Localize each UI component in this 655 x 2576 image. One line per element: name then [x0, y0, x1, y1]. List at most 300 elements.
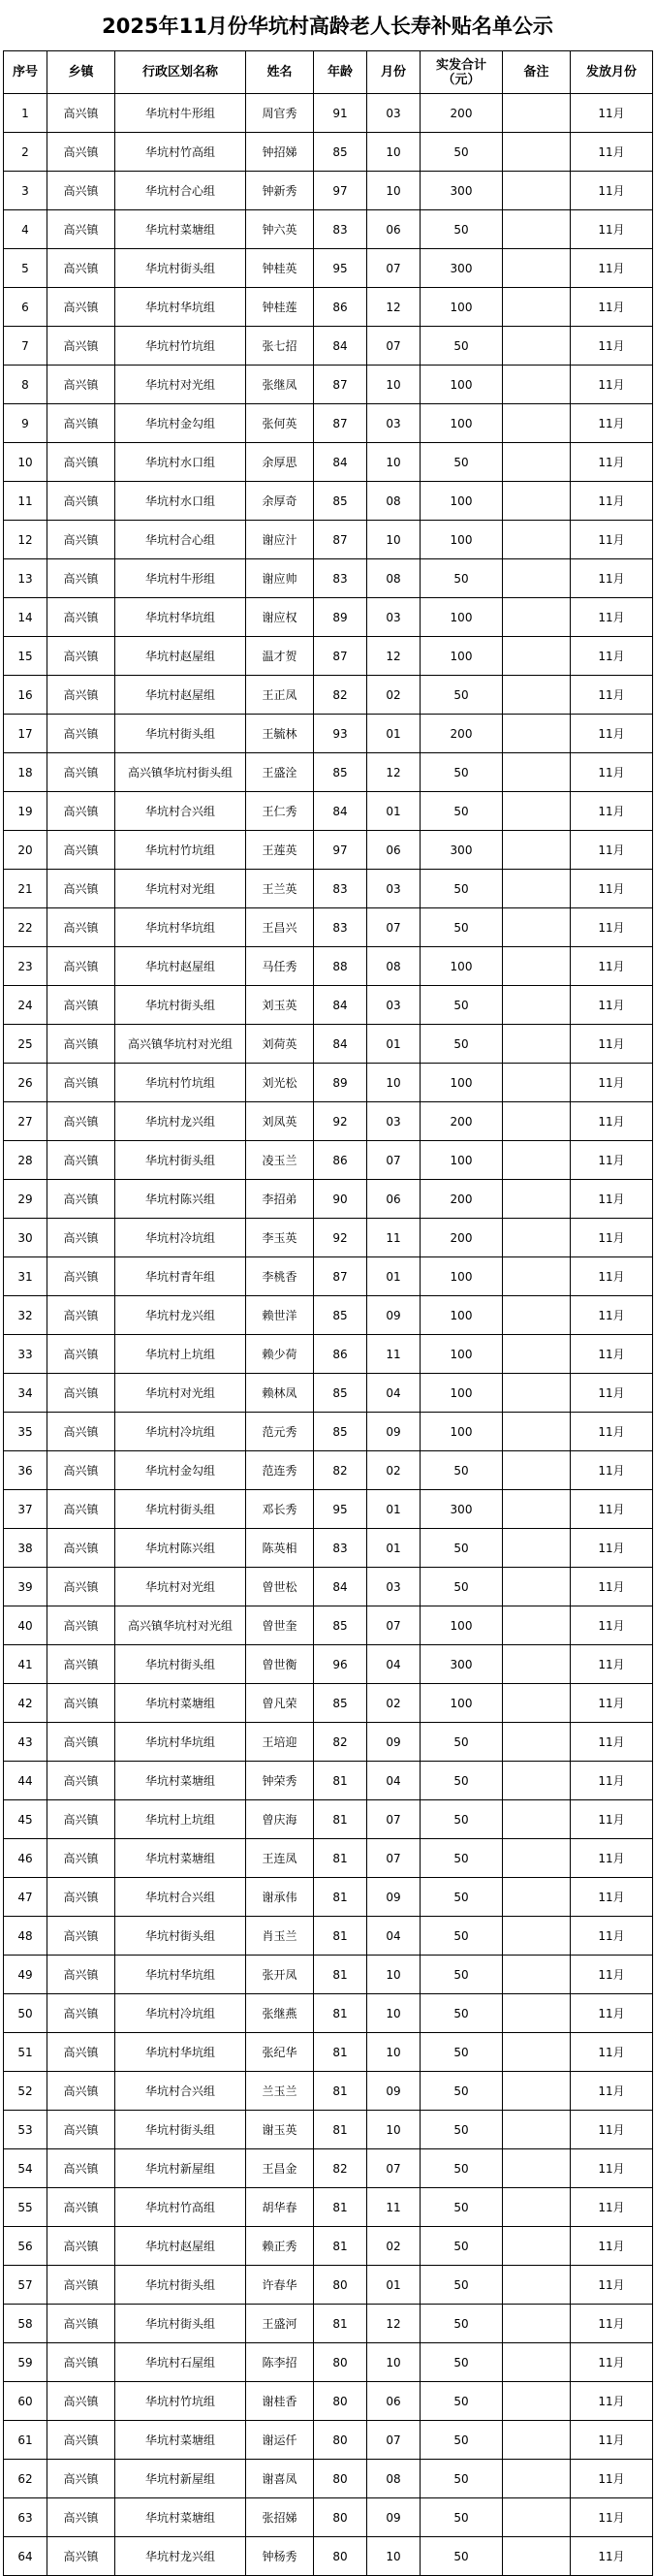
cell-amount: 100 — [421, 1141, 503, 1180]
cell-township: 高兴镇 — [47, 2343, 115, 2382]
table-row — [4, 210, 653, 249]
cell-index: 12 — [4, 521, 47, 559]
cell-month: 02 — [367, 2227, 421, 2266]
cell-village-group: 华坑村新屋组 — [115, 2149, 246, 2188]
cell-name: 张纪华 — [246, 2033, 314, 2072]
cell-township: 高兴镇 — [47, 637, 115, 676]
cell-age: 87 — [314, 521, 367, 559]
table-row — [4, 443, 653, 482]
cell-age: 83 — [314, 1529, 367, 1568]
cell-township: 高兴镇 — [47, 1141, 115, 1180]
cell-amount: 50 — [421, 2227, 503, 2266]
cell-payout-month: 11月 — [571, 327, 653, 366]
cell-index: 14 — [4, 598, 47, 637]
table-row — [4, 2382, 653, 2421]
cell-remark — [503, 1529, 571, 1568]
cell-amount: 200 — [421, 1180, 503, 1219]
cell-month: 10 — [367, 172, 421, 210]
cell-township: 高兴镇 — [47, 986, 115, 1025]
cell-payout-month: 11月 — [571, 715, 653, 753]
cell-age: 84 — [314, 443, 367, 482]
cell-index: 38 — [4, 1529, 47, 1568]
cell-age: 85 — [314, 753, 367, 792]
cell-village-group: 华坑村陈兴组 — [115, 1529, 246, 1568]
cell-name: 余厚思 — [246, 443, 314, 482]
cell-payout-month: 11月 — [571, 2498, 653, 2537]
cell-township: 高兴镇 — [47, 753, 115, 792]
cell-amount: 50 — [421, 2421, 503, 2460]
cell-payout-month: 11月 — [571, 1800, 653, 1839]
cell-remark — [503, 2382, 571, 2421]
cell-age: 84 — [314, 1568, 367, 1606]
cell-name: 余厚奇 — [246, 482, 314, 521]
cell-township: 高兴镇 — [47, 210, 115, 249]
cell-month: 11 — [367, 1335, 421, 1374]
column-header: 序号 — [4, 51, 47, 94]
cell-month: 06 — [367, 2382, 421, 2421]
cell-remark — [503, 1335, 571, 1374]
cell-remark — [503, 2033, 571, 2072]
cell-remark — [503, 1994, 571, 2033]
cell-village-group: 华坑村街头组 — [115, 1141, 246, 1180]
table-row — [4, 2072, 653, 2111]
cell-payout-month: 11月 — [571, 1956, 653, 1994]
cell-month: 10 — [367, 2111, 421, 2149]
cell-payout-month: 11月 — [571, 1102, 653, 1141]
cell-name: 钟桂莲 — [246, 288, 314, 327]
cell-month: 09 — [367, 1296, 421, 1335]
cell-township: 高兴镇 — [47, 366, 115, 404]
cell-month: 08 — [367, 482, 421, 521]
cell-index: 57 — [4, 2266, 47, 2305]
cell-name: 谢玉英 — [246, 2111, 314, 2149]
cell-amount: 50 — [421, 2111, 503, 2149]
cell-age: 81 — [314, 1956, 367, 1994]
cell-payout-month: 11月 — [571, 1568, 653, 1606]
cell-payout-month: 11月 — [571, 676, 653, 715]
cell-village-group: 华坑村竹坑组 — [115, 327, 246, 366]
cell-remark — [503, 1413, 571, 1451]
cell-index: 10 — [4, 443, 47, 482]
cell-index: 44 — [4, 1762, 47, 1800]
cell-remark — [503, 1839, 571, 1878]
cell-index: 32 — [4, 1296, 47, 1335]
cell-remark — [503, 1762, 571, 1800]
cell-village-group: 华坑村街头组 — [115, 1645, 246, 1684]
cell-name: 赖世洋 — [246, 1296, 314, 1335]
cell-remark — [503, 2421, 571, 2460]
cell-payout-month: 11月 — [571, 908, 653, 947]
cell-index: 36 — [4, 1451, 47, 1490]
table-row — [4, 1296, 653, 1335]
cell-name: 曾凡荣 — [246, 1684, 314, 1723]
cell-index: 22 — [4, 908, 47, 947]
cell-index: 1 — [4, 94, 47, 133]
cell-remark — [503, 2537, 571, 2576]
cell-month: 01 — [367, 1490, 421, 1529]
cell-remark — [503, 2188, 571, 2227]
cell-amount: 100 — [421, 1257, 503, 1296]
cell-township: 高兴镇 — [47, 598, 115, 637]
cell-payout-month: 11月 — [571, 1413, 653, 1451]
cell-age: 86 — [314, 1335, 367, 1374]
cell-amount: 50 — [421, 2305, 503, 2343]
cell-age: 85 — [314, 1413, 367, 1451]
cell-index: 53 — [4, 2111, 47, 2149]
cell-amount: 100 — [421, 947, 503, 986]
cell-township: 高兴镇 — [47, 1800, 115, 1839]
table-row — [4, 249, 653, 288]
cell-month: 03 — [367, 404, 421, 443]
cell-amount: 100 — [421, 1684, 503, 1723]
cell-township: 高兴镇 — [47, 1064, 115, 1102]
table-row — [4, 1141, 653, 1180]
cell-amount: 100 — [421, 1335, 503, 1374]
cell-amount: 300 — [421, 249, 503, 288]
cell-village-group: 华坑村华坑组 — [115, 598, 246, 637]
column-header: 月份 — [367, 51, 421, 94]
cell-month: 04 — [367, 1374, 421, 1413]
cell-name: 谢应帅 — [246, 559, 314, 598]
cell-remark — [503, 598, 571, 637]
cell-township: 高兴镇 — [47, 1568, 115, 1606]
cell-village-group: 华坑村合兴组 — [115, 1878, 246, 1917]
cell-age: 81 — [314, 1994, 367, 2033]
cell-month: 01 — [367, 1529, 421, 1568]
cell-name: 谢运仟 — [246, 2421, 314, 2460]
cell-remark — [503, 2111, 571, 2149]
cell-remark — [503, 1684, 571, 1723]
table-row — [4, 521, 653, 559]
cell-index: 54 — [4, 2149, 47, 2188]
cell-name: 胡华春 — [246, 2188, 314, 2227]
cell-amount: 50 — [421, 559, 503, 598]
cell-name: 谢应权 — [246, 598, 314, 637]
cell-village-group: 华坑村竹坑组 — [115, 831, 246, 870]
cell-township: 高兴镇 — [47, 559, 115, 598]
cell-amount: 50 — [421, 443, 503, 482]
cell-village-group: 华坑村水口组 — [115, 443, 246, 482]
cell-age: 85 — [314, 1684, 367, 1723]
column-header: 发放月份 — [571, 51, 653, 94]
table-row — [4, 831, 653, 870]
cell-remark — [503, 792, 571, 831]
cell-month: 09 — [367, 2072, 421, 2111]
cell-payout-month: 11月 — [571, 559, 653, 598]
cell-index: 23 — [4, 947, 47, 986]
cell-index: 16 — [4, 676, 47, 715]
cell-payout-month: 11月 — [571, 2149, 653, 2188]
cell-index: 49 — [4, 1956, 47, 1994]
cell-remark — [503, 366, 571, 404]
cell-payout-month: 11月 — [571, 288, 653, 327]
cell-remark — [503, 1102, 571, 1141]
cell-remark — [503, 2460, 571, 2498]
cell-remark — [503, 1296, 571, 1335]
cell-index: 50 — [4, 1994, 47, 2033]
cell-township: 高兴镇 — [47, 2305, 115, 2343]
cell-township: 高兴镇 — [47, 1490, 115, 1529]
cell-village-group: 华坑村金勾组 — [115, 1451, 246, 1490]
cell-remark — [503, 831, 571, 870]
table-row — [4, 288, 653, 327]
cell-age: 87 — [314, 637, 367, 676]
cell-remark — [503, 2072, 571, 2111]
cell-township: 高兴镇 — [47, 2227, 115, 2266]
cell-payout-month: 11月 — [571, 1917, 653, 1956]
cell-remark — [503, 676, 571, 715]
cell-name: 钟六英 — [246, 210, 314, 249]
cell-township: 高兴镇 — [47, 1025, 115, 1064]
cell-age: 81 — [314, 1839, 367, 1878]
cell-name: 马任秀 — [246, 947, 314, 986]
cell-age: 96 — [314, 1645, 367, 1684]
table-row — [4, 1451, 653, 1490]
cell-township: 高兴镇 — [47, 2266, 115, 2305]
cell-village-group: 华坑村金勾组 — [115, 404, 246, 443]
cell-name: 钟招娣 — [246, 133, 314, 172]
cell-age: 82 — [314, 1723, 367, 1762]
cell-age: 84 — [314, 327, 367, 366]
cell-payout-month: 11月 — [571, 404, 653, 443]
cell-payout-month: 11月 — [571, 2343, 653, 2382]
cell-index: 33 — [4, 1335, 47, 1374]
cell-amount: 50 — [421, 2382, 503, 2421]
cell-village-group: 华坑村合兴组 — [115, 792, 246, 831]
cell-month: 12 — [367, 2305, 421, 2343]
cell-name: 钟荣秀 — [246, 1762, 314, 1800]
cell-township: 高兴镇 — [47, 2188, 115, 2227]
cell-amount: 300 — [421, 1490, 503, 1529]
cell-payout-month: 11月 — [571, 947, 653, 986]
cell-village-group: 华坑村华坑组 — [115, 1956, 246, 1994]
cell-index: 41 — [4, 1645, 47, 1684]
cell-remark — [503, 947, 571, 986]
cell-amount: 100 — [421, 1374, 503, 1413]
cell-township: 高兴镇 — [47, 1374, 115, 1413]
cell-age: 83 — [314, 559, 367, 598]
cell-township: 高兴镇 — [47, 2498, 115, 2537]
table-row — [4, 2343, 653, 2382]
cell-remark — [503, 1451, 571, 1490]
cell-index: 51 — [4, 2033, 47, 2072]
cell-payout-month: 11月 — [571, 598, 653, 637]
cell-amount: 50 — [421, 792, 503, 831]
cell-payout-month: 11月 — [571, 1451, 653, 1490]
cell-index: 55 — [4, 2188, 47, 2227]
cell-month: 03 — [367, 598, 421, 637]
table-row — [4, 1413, 653, 1451]
cell-name: 刘凤英 — [246, 1102, 314, 1141]
table-row — [4, 1102, 653, 1141]
cell-month: 10 — [367, 2343, 421, 2382]
cell-remark — [503, 637, 571, 676]
table-row — [4, 2111, 653, 2149]
cell-name: 王连凤 — [246, 1839, 314, 1878]
cell-township: 高兴镇 — [47, 2111, 115, 2149]
cell-amount: 50 — [421, 676, 503, 715]
cell-payout-month: 11月 — [571, 94, 653, 133]
cell-index: 2 — [4, 133, 47, 172]
cell-remark — [503, 1800, 571, 1839]
cell-village-group: 华坑村华坑组 — [115, 288, 246, 327]
cell-index: 25 — [4, 1025, 47, 1064]
cell-index: 63 — [4, 2498, 47, 2537]
cell-name: 钟新秀 — [246, 172, 314, 210]
cell-age: 84 — [314, 986, 367, 1025]
table-row — [4, 1180, 653, 1219]
cell-amount: 50 — [421, 1917, 503, 1956]
cell-age: 89 — [314, 598, 367, 637]
cell-township: 高兴镇 — [47, 1684, 115, 1723]
cell-month: 06 — [367, 831, 421, 870]
cell-remark — [503, 1606, 571, 1645]
cell-amount: 50 — [421, 2460, 503, 2498]
cell-amount: 50 — [421, 327, 503, 366]
table-row — [4, 792, 653, 831]
cell-month: 04 — [367, 1762, 421, 1800]
cell-remark — [503, 1568, 571, 1606]
cell-amount: 200 — [421, 94, 503, 133]
cell-township: 高兴镇 — [47, 1219, 115, 1257]
cell-age: 83 — [314, 908, 367, 947]
cell-name: 王盛洤 — [246, 753, 314, 792]
cell-index: 42 — [4, 1684, 47, 1723]
cell-age: 81 — [314, 2111, 367, 2149]
cell-age: 93 — [314, 715, 367, 753]
table-row — [4, 1723, 653, 1762]
cell-index: 34 — [4, 1374, 47, 1413]
cell-amount: 50 — [421, 1529, 503, 1568]
cell-age: 82 — [314, 1451, 367, 1490]
cell-payout-month: 11月 — [571, 1529, 653, 1568]
cell-village-group: 华坑村菜塘组 — [115, 210, 246, 249]
cell-village-group: 华坑村竹坑组 — [115, 2382, 246, 2421]
cell-month: 01 — [367, 715, 421, 753]
cell-village-group: 华坑村冷坑组 — [115, 1219, 246, 1257]
cell-amount: 50 — [421, 1762, 503, 1800]
cell-payout-month: 11月 — [571, 1762, 653, 1800]
cell-payout-month: 11月 — [571, 1064, 653, 1102]
cell-township: 高兴镇 — [47, 1257, 115, 1296]
cell-name: 周官秀 — [246, 94, 314, 133]
cell-name: 赖林凤 — [246, 1374, 314, 1413]
cell-age: 83 — [314, 870, 367, 908]
cell-township: 高兴镇 — [47, 1956, 115, 1994]
cell-month: 08 — [367, 2460, 421, 2498]
cell-remark — [503, 2149, 571, 2188]
cell-township: 高兴镇 — [47, 133, 115, 172]
table-row — [4, 2421, 653, 2460]
subsidy-roster-table — [3, 50, 653, 2576]
cell-name: 刘玉英 — [246, 986, 314, 1025]
cell-township: 高兴镇 — [47, 870, 115, 908]
table-row — [4, 172, 653, 210]
cell-amount: 50 — [421, 2537, 503, 2576]
cell-payout-month: 11月 — [571, 831, 653, 870]
cell-village-group: 华坑村对光组 — [115, 1568, 246, 1606]
cell-name: 曾世奎 — [246, 1606, 314, 1645]
cell-township: 高兴镇 — [47, 443, 115, 482]
cell-amount: 100 — [421, 1606, 503, 1645]
cell-village-group: 华坑村菜塘组 — [115, 1762, 246, 1800]
cell-month: 08 — [367, 559, 421, 598]
cell-payout-month: 11月 — [571, 172, 653, 210]
cell-payout-month: 11月 — [571, 1180, 653, 1219]
cell-remark — [503, 715, 571, 753]
cell-index: 56 — [4, 2227, 47, 2266]
cell-payout-month: 11月 — [571, 2537, 653, 2576]
cell-township: 高兴镇 — [47, 327, 115, 366]
cell-payout-month: 11月 — [571, 986, 653, 1025]
cell-index: 58 — [4, 2305, 47, 2343]
cell-payout-month: 11月 — [571, 753, 653, 792]
cell-payout-month: 11月 — [571, 1296, 653, 1335]
cell-index: 48 — [4, 1917, 47, 1956]
cell-name: 肖玉兰 — [246, 1917, 314, 1956]
cell-index: 45 — [4, 1800, 47, 1839]
cell-age: 80 — [314, 2460, 367, 2498]
cell-amount: 50 — [421, 870, 503, 908]
cell-remark — [503, 870, 571, 908]
cell-name: 王莲英 — [246, 831, 314, 870]
cell-name: 陈李招 — [246, 2343, 314, 2382]
cell-payout-month: 11月 — [571, 2460, 653, 2498]
cell-payout-month: 11月 — [571, 1335, 653, 1374]
cell-amount: 100 — [421, 521, 503, 559]
cell-index: 24 — [4, 986, 47, 1025]
cell-age: 80 — [314, 2498, 367, 2537]
cell-month: 03 — [367, 1102, 421, 1141]
cell-village-group: 华坑村上坑组 — [115, 1335, 246, 1374]
cell-index: 5 — [4, 249, 47, 288]
cell-remark — [503, 559, 571, 598]
cell-amount: 50 — [421, 133, 503, 172]
cell-amount: 100 — [421, 1296, 503, 1335]
table-row — [4, 2033, 653, 2072]
cell-village-group: 华坑村赵屋组 — [115, 2227, 246, 2266]
cell-village-group: 华坑村街头组 — [115, 715, 246, 753]
cell-age: 95 — [314, 249, 367, 288]
cell-village-group: 华坑村街头组 — [115, 1490, 246, 1529]
cell-index: 20 — [4, 831, 47, 870]
cell-township: 高兴镇 — [47, 249, 115, 288]
cell-remark — [503, 2343, 571, 2382]
table-row — [4, 947, 653, 986]
cell-village-group: 高兴镇华坑村街头组 — [115, 753, 246, 792]
cell-index: 59 — [4, 2343, 47, 2382]
cell-payout-month: 11月 — [571, 366, 653, 404]
cell-name: 谢应汁 — [246, 521, 314, 559]
cell-payout-month: 11月 — [571, 2111, 653, 2149]
cell-age: 81 — [314, 1800, 367, 1839]
cell-age: 97 — [314, 172, 367, 210]
cell-index: 15 — [4, 637, 47, 676]
cell-month: 02 — [367, 1451, 421, 1490]
table-header-row — [4, 51, 653, 94]
cell-age: 80 — [314, 2382, 367, 2421]
cell-age: 81 — [314, 1917, 367, 1956]
cell-age: 84 — [314, 1025, 367, 1064]
cell-name: 曾庆海 — [246, 1800, 314, 1839]
cell-village-group: 华坑村街头组 — [115, 986, 246, 1025]
cell-village-group: 华坑村牛形组 — [115, 559, 246, 598]
table-row — [4, 1878, 653, 1917]
cell-age: 82 — [314, 2149, 367, 2188]
cell-remark — [503, 1141, 571, 1180]
cell-village-group: 华坑村合心组 — [115, 172, 246, 210]
cell-month: 02 — [367, 1684, 421, 1723]
